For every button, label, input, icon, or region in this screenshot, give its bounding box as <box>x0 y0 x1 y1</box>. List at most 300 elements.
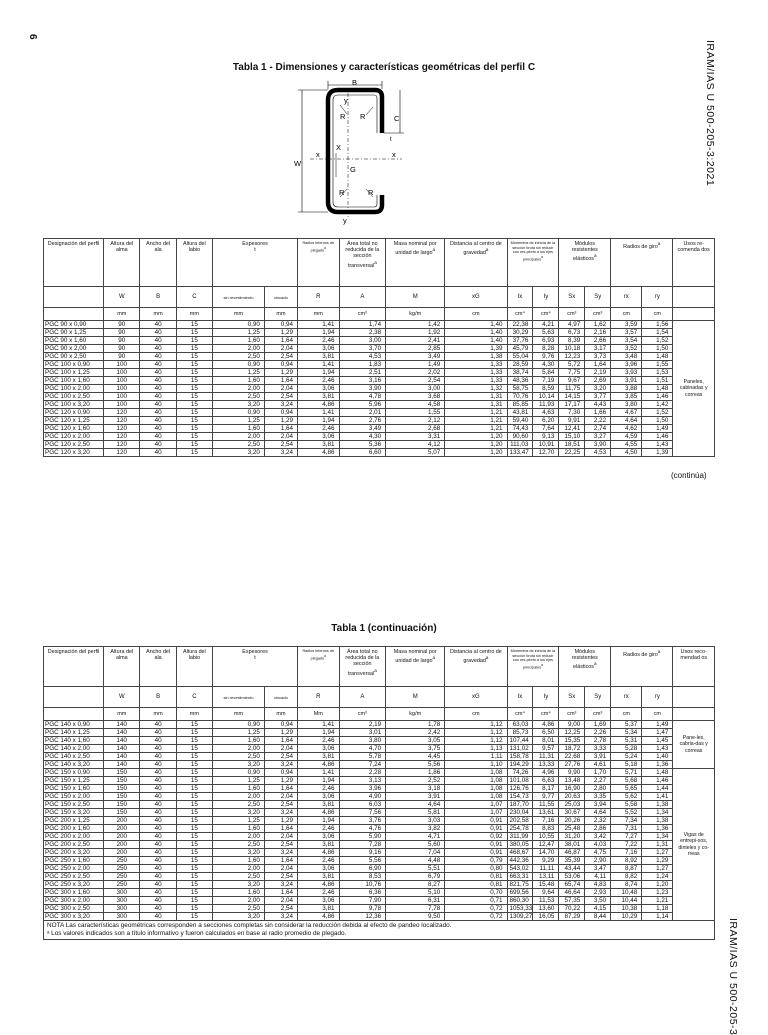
unit-cell <box>673 708 715 721</box>
value-cell: 40 <box>140 833 176 841</box>
symbol-cell: Ix <box>507 687 533 708</box>
value-cell: 1,46 <box>642 433 673 441</box>
value-cell: 13,48 <box>559 777 585 785</box>
table-row <box>44 745 715 753</box>
value-cell: 1,92 <box>386 329 445 337</box>
designation-cell: PGC 100 x 2,50 <box>44 393 104 401</box>
value-cell: 12,70 <box>533 449 559 457</box>
unit-cell: cm <box>611 308 642 321</box>
value-cell: 40 <box>140 369 176 377</box>
value-cell: 9,78 <box>339 905 386 913</box>
value-cell: 5,36 <box>339 441 386 449</box>
header-usos: Usos re-comenda dos <box>673 239 715 287</box>
table-row <box>44 441 715 449</box>
value-cell: 1,94 <box>298 729 339 737</box>
value-cell: 12,41 <box>559 425 585 433</box>
value-cell: 40 <box>140 409 176 417</box>
value-cell: 3,18 <box>386 785 445 793</box>
value-cell: 250 <box>104 881 140 889</box>
value-cell: 37,76 <box>507 337 533 345</box>
table-row <box>44 721 715 729</box>
value-cell: 140 <box>104 761 140 769</box>
value-cell: 40 <box>140 785 176 793</box>
designation-cell: PGC 200 x 3,20 <box>44 849 104 857</box>
value-cell: 1,60 <box>213 857 265 865</box>
value-cell: 1,27 <box>642 849 673 857</box>
value-cell: 4,71 <box>386 833 445 841</box>
value-cell: 40 <box>140 881 176 889</box>
symbol-cell: ry <box>642 687 673 708</box>
value-cell: 1,53 <box>642 369 673 377</box>
usos-cell: Pane-les, cabria-das y correas <box>673 721 715 769</box>
value-cell: 4,86 <box>298 913 339 921</box>
symbol-cell: Iy <box>533 687 559 708</box>
value-cell: 4,97 <box>559 321 585 329</box>
value-cell: 90 <box>104 345 140 353</box>
value-cell: 1,31 <box>642 841 673 849</box>
value-cell: 12,25 <box>559 729 585 737</box>
value-cell: 15 <box>176 393 212 401</box>
value-cell: 5,62 <box>611 793 642 801</box>
value-cell: 8,83 <box>533 825 559 833</box>
value-cell: 194,29 <box>507 761 533 769</box>
value-cell: 7,30 <box>559 409 585 417</box>
value-cell: 40 <box>140 353 176 361</box>
value-cell: 5,90 <box>339 833 386 841</box>
value-cell: 22,38 <box>507 321 533 329</box>
value-cell: 3,33 <box>585 745 611 753</box>
value-cell: 3,75 <box>386 745 445 753</box>
value-cell: 40 <box>140 801 176 809</box>
label-t: t <box>390 137 392 143</box>
value-cell: 1309,27 <box>507 913 533 921</box>
value-cell: 3,20 <box>213 401 265 409</box>
value-cell: 2,86 <box>585 825 611 833</box>
value-cell: 3,81 <box>298 393 339 401</box>
table-row <box>44 321 715 329</box>
header-altura-labio: Altura del labio <box>176 239 212 287</box>
value-cell: 3,91 <box>386 793 445 801</box>
value-cell: 3,42 <box>585 833 611 841</box>
value-cell: 0,70 <box>445 889 507 897</box>
value-cell: 1,25 <box>213 777 265 785</box>
value-cell: 1,29 <box>264 369 297 377</box>
value-cell: 10,55 <box>533 833 559 841</box>
value-cell: 15 <box>176 353 212 361</box>
value-cell: 15 <box>176 401 212 409</box>
value-cell: 15 <box>176 745 212 753</box>
value-cell: 1053,33 <box>507 905 533 913</box>
value-cell: 1,32 <box>445 385 507 393</box>
value-cell: 1,07 <box>445 801 507 809</box>
table-row <box>44 905 715 913</box>
value-cell: 1,31 <box>445 393 507 401</box>
value-cell: 40 <box>140 777 176 785</box>
value-cell: 3,20 <box>213 761 265 769</box>
table-row <box>44 377 715 385</box>
table-title: Tabla 1 - Dimensiones y características geométricas del perfil C <box>232 62 536 73</box>
value-cell: 3,20 <box>213 849 265 857</box>
label-r1: R <box>340 112 346 121</box>
value-cell: 1,49 <box>642 721 673 729</box>
header-momentos: Momentos de inercia de la sección bruta sin reducir con res-pecto a los ejes principales$^a$ <box>507 239 559 287</box>
value-cell: 38,74 <box>507 369 533 377</box>
value-cell: 15 <box>176 857 212 865</box>
unit-cell: kg/m <box>386 308 445 321</box>
header-radios: Radios internos de plegado$^a$ <box>298 647 339 687</box>
value-cell: 4,86 <box>298 401 339 409</box>
designation-cell: PGC 120 x 2,00 <box>44 433 104 441</box>
unit-cell: cm⁴ <box>507 708 533 721</box>
unit-row <box>44 708 715 721</box>
value-cell: 12,47 <box>533 841 559 849</box>
value-cell: 3,00 <box>339 337 386 345</box>
value-cell: 7,64 <box>533 425 559 433</box>
value-cell: 1,64 <box>264 737 297 745</box>
value-cell: 40 <box>140 809 176 817</box>
unit-cell: mm <box>104 708 140 721</box>
value-cell: 200 <box>104 817 140 825</box>
value-cell: 1,55 <box>642 361 673 369</box>
value-cell: 1,49 <box>642 425 673 433</box>
symbol-cell: M <box>386 687 445 708</box>
value-cell: 663,31 <box>507 873 533 881</box>
table-row <box>44 769 715 777</box>
value-cell: 1,40 <box>445 329 507 337</box>
value-cell: 1,60 <box>213 737 265 745</box>
value-cell: 4,75 <box>585 849 611 857</box>
value-cell: 15 <box>176 801 212 809</box>
unit-cell: cm⁴ <box>533 708 559 721</box>
value-cell: 0,94 <box>264 321 297 329</box>
table-row <box>44 401 715 409</box>
value-cell: 0,79 <box>445 857 507 865</box>
value-cell: 3,24 <box>264 401 297 409</box>
value-cell: 18,72 <box>559 745 585 753</box>
value-cell: 15 <box>176 329 212 337</box>
symbol-cell: ry <box>642 287 673 308</box>
value-cell: 4,64 <box>611 417 642 425</box>
value-cell: 300 <box>104 913 140 921</box>
value-cell: 8,17 <box>533 785 559 793</box>
value-cell: 40 <box>140 337 176 345</box>
value-cell: 8,28 <box>533 345 559 353</box>
value-cell: 4,76 <box>339 825 386 833</box>
value-cell: 120 <box>104 409 140 417</box>
value-cell: 15 <box>176 337 212 345</box>
unit-cell: cm² <box>339 708 386 721</box>
value-cell: 15 <box>176 721 212 729</box>
designation-cell: PGC 140 x 2,50 <box>44 753 104 761</box>
value-cell: 5,07 <box>386 449 445 457</box>
table-row <box>44 449 715 457</box>
value-cell: 7,24 <box>339 761 386 769</box>
symbol-cell: R <box>298 287 339 308</box>
value-cell: 3,96 <box>339 785 386 793</box>
designation-cell: PGC 140 x 2,00 <box>44 745 104 753</box>
value-cell: 90 <box>104 329 140 337</box>
value-cell: 15 <box>176 753 212 761</box>
value-cell: 1,50 <box>642 345 673 353</box>
value-cell: 1,20 <box>445 433 507 441</box>
value-cell: 2,00 <box>213 745 265 753</box>
header-masa: Masa nominal por unidad de largo$^a$ <box>386 239 445 287</box>
table-row <box>44 849 715 857</box>
value-cell: 3,81 <box>298 441 339 449</box>
value-cell: 3,24 <box>264 809 297 817</box>
designation-cell: PGC 90 x 2,00 <box>44 345 104 353</box>
value-cell: 7,16 <box>533 817 559 825</box>
value-cell: 0,91 <box>445 825 507 833</box>
value-cell: 15 <box>176 833 212 841</box>
value-cell: 3,06 <box>298 385 339 393</box>
value-cell: 187,70 <box>507 801 533 809</box>
table-row <box>44 393 715 401</box>
value-cell: 2,50 <box>213 753 265 761</box>
value-cell: 15 <box>176 777 212 785</box>
value-cell: 3,96 <box>611 361 642 369</box>
value-cell: 1,64 <box>264 889 297 897</box>
value-cell: 1,41 <box>642 793 673 801</box>
value-cell: 3,85 <box>611 393 642 401</box>
table-row <box>44 433 715 441</box>
value-cell: 2,00 <box>213 385 265 393</box>
value-cell: 1,52 <box>642 337 673 345</box>
continues-note: (continúa) <box>671 471 707 480</box>
value-cell: 22,25 <box>559 449 585 457</box>
value-cell: 1,41 <box>298 721 339 729</box>
table-row <box>44 385 715 393</box>
value-cell: 300 <box>104 889 140 897</box>
designation-cell: PGC 100 x 2,00 <box>44 385 104 393</box>
value-cell: 40 <box>140 721 176 729</box>
note-a: ᵃ Los valores indicados son a título informativo y fueron calculados en base al radio promedio de plegado. <box>47 930 347 937</box>
designation-cell: PGC 100 x 3,20 <box>44 401 104 409</box>
table-row <box>44 793 715 801</box>
designation-cell: PGC 90 x 0,90 <box>44 321 104 329</box>
value-cell: 7,27 <box>611 833 642 841</box>
value-cell: 699,56 <box>507 889 533 897</box>
value-cell: 3,24 <box>264 913 297 921</box>
value-cell: 27,76 <box>559 761 585 769</box>
unit-cell: cm <box>611 708 642 721</box>
value-cell: 2,74 <box>585 425 611 433</box>
label-x-right: x <box>392 150 396 159</box>
value-cell: 5,56 <box>339 857 386 865</box>
value-cell: 7,56 <box>339 809 386 817</box>
value-cell: 140 <box>104 729 140 737</box>
value-cell: 3,24 <box>264 449 297 457</box>
table-row <box>44 785 715 793</box>
value-cell: 1,64 <box>264 425 297 433</box>
value-cell: 6,60 <box>339 449 386 457</box>
value-cell: 3,13 <box>339 777 386 785</box>
value-cell: 1,29 <box>642 857 673 865</box>
symbol-row <box>44 687 715 708</box>
value-cell: 20,26 <box>559 817 585 825</box>
value-cell: 2,52 <box>386 777 445 785</box>
value-cell: 100 <box>104 377 140 385</box>
value-cell: 1,36 <box>642 761 673 769</box>
value-cell: 1,23 <box>642 889 673 897</box>
value-cell: 10,38 <box>611 905 642 913</box>
value-cell: 1,74 <box>339 321 386 329</box>
value-cell: 13,61 <box>533 809 559 817</box>
value-cell: 1,33 <box>445 377 507 385</box>
value-cell: 8,27 <box>386 881 445 889</box>
value-cell: 13,60 <box>533 905 559 913</box>
value-cell: 10,29 <box>611 913 642 921</box>
value-cell: 2,04 <box>264 793 297 801</box>
header-designacion: Designación del perfil <box>44 647 104 687</box>
value-cell: 2,22 <box>585 417 611 425</box>
value-cell: 3,47 <box>585 865 611 873</box>
value-cell: 40 <box>140 385 176 393</box>
value-cell: 126,76 <box>507 785 533 793</box>
table-row <box>44 345 715 353</box>
value-cell: 57,35 <box>559 897 585 905</box>
value-cell: 6,79 <box>386 873 445 881</box>
value-cell: 10,76 <box>339 881 386 889</box>
value-cell: 5,58 <box>611 801 642 809</box>
value-cell: 4,78 <box>339 393 386 401</box>
value-cell: 70,22 <box>559 905 585 913</box>
value-cell: 4,63 <box>533 409 559 417</box>
value-cell: 40 <box>140 825 176 833</box>
value-cell: 40 <box>140 745 176 753</box>
value-cell: 15 <box>176 849 212 857</box>
value-cell: 8,53 <box>339 873 386 881</box>
value-cell: 9,77 <box>533 793 559 801</box>
value-cell: 11,31 <box>533 753 559 761</box>
table-row <box>44 777 715 785</box>
value-cell: 3,20 <box>213 809 265 817</box>
value-cell: 200 <box>104 825 140 833</box>
symbol-cell: B <box>140 687 176 708</box>
value-cell: 40 <box>140 857 176 865</box>
value-cell: 1,08 <box>445 785 507 793</box>
value-cell: 1,62 <box>585 321 611 329</box>
symbol-sin-revestimiento: sin revestimiento <box>213 687 265 708</box>
value-cell: 15 <box>176 881 212 889</box>
value-cell: 1,60 <box>213 425 265 433</box>
unit-cell: mm <box>176 308 212 321</box>
value-cell: 2,46 <box>298 337 339 345</box>
value-cell: 7,90 <box>339 897 386 905</box>
value-cell: 74,26 <box>507 769 533 777</box>
value-cell: 4,55 <box>611 441 642 449</box>
designation-cell: PGC 120 x 3,20 <box>44 449 104 457</box>
value-cell: 3,59 <box>611 321 642 329</box>
value-cell: 2,76 <box>339 417 386 425</box>
value-cell: 4,64 <box>386 801 445 809</box>
value-cell: 1,08 <box>445 777 507 785</box>
value-cell: 250 <box>104 857 140 865</box>
unit-cell <box>673 308 715 321</box>
value-cell: 3,81 <box>298 801 339 809</box>
value-cell: 140 <box>104 721 140 729</box>
value-cell: 5,71 <box>611 769 642 777</box>
symbol-cell <box>44 287 104 308</box>
value-cell: 15 <box>176 737 212 745</box>
value-cell: 7,75 <box>559 369 585 377</box>
value-cell: 40 <box>140 417 176 425</box>
value-cell: 1,60 <box>213 337 265 345</box>
value-cell: 11,75 <box>559 385 585 393</box>
value-cell: 1,12 <box>445 737 507 745</box>
value-cell: 1,48 <box>642 353 673 361</box>
value-cell: 1,46 <box>642 393 673 401</box>
value-cell: 15 <box>176 345 212 353</box>
value-cell: 380,05 <box>507 841 533 849</box>
header-espesores: Espesores t <box>213 239 298 287</box>
symbol-cell: C <box>176 687 212 708</box>
value-cell: 20,63 <box>559 793 585 801</box>
value-cell: 5,56 <box>386 761 445 769</box>
value-cell: 0,91 <box>445 841 507 849</box>
value-cell: 0,91 <box>445 849 507 857</box>
designation-cell: PGC 150 x 2,50 <box>44 801 104 809</box>
value-cell: 9,29 <box>533 857 559 865</box>
value-cell: 254,78 <box>507 825 533 833</box>
value-cell: 2,02 <box>386 369 445 377</box>
value-cell: 3,50 <box>585 897 611 905</box>
value-cell: 9,91 <box>559 417 585 425</box>
value-cell: 1,25 <box>213 729 265 737</box>
value-cell: 100 <box>104 385 140 393</box>
value-cell: 4,21 <box>533 321 559 329</box>
designation-cell: PGC 90 x 1,25 <box>44 329 104 337</box>
header-radios-giro: Radios de giro$^a$ <box>611 647 673 687</box>
value-cell: 300 <box>104 905 140 913</box>
designation-cell: PGC 140 x 1,60 <box>44 737 104 745</box>
value-cell: 15 <box>176 385 212 393</box>
value-cell: 4,12 <box>386 441 445 449</box>
table-row <box>44 841 715 849</box>
table-row <box>44 737 715 745</box>
value-cell: 1,94 <box>298 817 339 825</box>
value-cell: 2,50 <box>213 441 265 449</box>
value-cell: 1,39 <box>642 449 673 457</box>
unit-cell: mm <box>140 308 176 321</box>
value-cell: 15,48 <box>533 881 559 889</box>
value-cell: 250 <box>104 865 140 873</box>
value-cell: 43,44 <box>559 865 585 873</box>
label-r4: R <box>368 188 374 197</box>
value-cell: 7,34 <box>611 817 642 825</box>
value-cell: 8,44 <box>585 913 611 921</box>
value-cell: 3,35 <box>585 793 611 801</box>
unit-cell <box>44 708 104 721</box>
unit-row <box>44 308 715 321</box>
symbol-sin-revestimiento: sin revestimiento <box>213 287 265 308</box>
value-cell: 7,16 <box>611 849 642 857</box>
value-cell: 2,46 <box>298 377 339 385</box>
value-cell: 40 <box>140 361 176 369</box>
value-cell: 2,38 <box>339 329 386 337</box>
value-cell: 100 <box>104 369 140 377</box>
value-cell: 40 <box>140 849 176 857</box>
designation-cell: PGC 100 x 0,90 <box>44 361 104 369</box>
designation-cell: PGC 120 x 0,90 <box>44 409 104 417</box>
value-cell: 1,25 <box>213 417 265 425</box>
label-x-left: x <box>316 150 320 159</box>
value-cell: 2,90 <box>585 857 611 865</box>
value-cell: 3,54 <box>611 337 642 345</box>
value-cell: 15,10 <box>559 433 585 441</box>
designation-cell: PGC 250 x 2,50 <box>44 873 104 881</box>
value-cell: 1,40 <box>445 321 507 329</box>
